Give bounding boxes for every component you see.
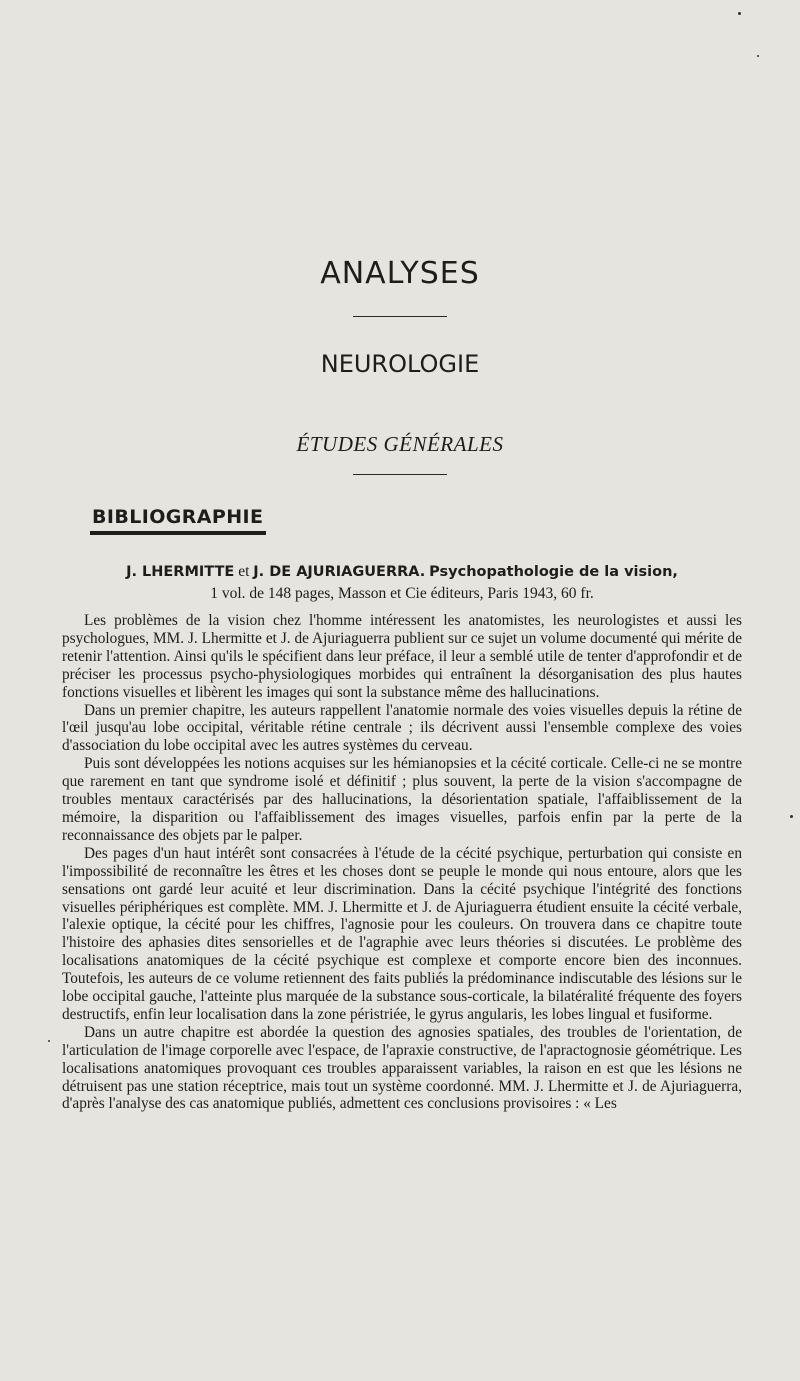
bibliography-underline bbox=[90, 531, 266, 535]
subsection-heading: ÉTUDES GÉNÉRALES bbox=[296, 432, 504, 456]
review-paragraph: Les problèmes de la vision chez l'homme intéressent les anatomistes, les neurologistes et aussi les psychologues, MM. J. Lhermitte et J. de Ajuriaguerra publient sur ce sujet un volume documenté qui mérite de retenir l'attention. Ainsi qu'ils le spécifient dans leur préface, il leur a semblé utile de tenter d'approfondir et de préciser les processus psycho-physiologiques morbides qui entraînent la désorganisation des plus hautes fonctions visuelles et libèrent les images qui sont la substance même des hallucinations. bbox=[62, 612, 742, 701]
page-title: ANALYSES bbox=[320, 256, 480, 291]
review-paragraph: Dans un autre chapitre est abordée la question des agnosies spatiales, des troubles de l'orientation, de l'articulation de l'image corporelle avec l'espace, de l'apraxie constructive, de l'apractognosie géométrique. Les localisations anatomiques provoquant ces troubles apparaissent variables, la raison en est que les lésions ne détruisent pas une station réceptrice, mais tout un système coordonné. MM. J. Lhermitte et J. de Ajuriaguerra, d'après l'analyse des cas anatomique publiés, admettent ces conclusions provisoires : « Les bbox=[62, 1023, 742, 1113]
review-paragraph: Dans un premier chapitre, les auteurs rappellent l'anatomie normale des voies visuelles depuis la rétine de l'œil jusqu'au lobe occipital, véritable rétine centrale ; ils décrivent aussi l'ensemble complexe des voies d'association du lobe occipital avec les autres systèmes du cerveau. bbox=[62, 701, 742, 755]
reference-line-1 bbox=[62, 561, 742, 583]
book-reference bbox=[62, 561, 742, 604]
review-paragraph: Des pages d'un haut intérêt sont consacrées à l'étude de la cécité psychique, perturbation qui consiste en l'impossibilité de reconnaître les êtres et les choses dont se peuple le monde qui nous entoure, alors que les sensations ont gardé leur acuité et leur discrimination. Dans la cécité psychique l'intégrité des fonctions visuelles périphériques est complète. MM. J. Lhermitte et J. de Ajuriaguerra étudient ensuite la cécité verbale, l'alexie optique, la cécité pour les chiffres, l'agnosie pour les couleurs. On trouvera dans ce chapitre toute l'histoire des aphasies dites sensorielles et de l'agraphie avec leurs théories si discutées. Le problème des localisations anatomiques de la cécité psychique est complexe et comporte encore bien des inconnues. Toutefois, les auteurs de ce volume retiennent des faits publiés la prédominance indiscutable des lésions sur le lobe occipital gauche, l'atteinte plus marquée de la substance sous-corticale, la bilatéralité fréquente des foyers destructifs, enfin leur localisation dans la zone péristriée, le gyrus angularis, les lobes lingual et fusiforme. bbox=[62, 844, 742, 1023]
section-heading: NEUROLOGIE bbox=[320, 350, 480, 378]
reference-author-2: J. DE AJURIAGUERRA. bbox=[253, 564, 426, 580]
subsection-divider bbox=[353, 474, 447, 475]
review-paragraph: Puis sont développées les notions acquises sur les hémianopsies et la cécité corticale. Celle-ci ne se montre que rarement en tant que syndrome isolé et définitif ; plus souvent, la perte de la vision s'accompagne de troubles mentaux caractérisés par des hallucinations, la désorientation spatiale, l'affaiblissement de la mémoire, la disparition ou l'affaiblissement des images visuelles, parfois enfin par la perte de la reconnaissance des objets par le palper. bbox=[62, 755, 742, 844]
bibliography-heading: BIBLIOGRAPHIE bbox=[92, 506, 264, 528]
reference-author-1: J. LHERMITTE bbox=[126, 564, 235, 580]
reference-details: 1 vol. de 148 pages, Masson et Cie éditeurs, Paris 1943, 60 fr. bbox=[210, 585, 594, 602]
title-divider bbox=[353, 316, 447, 317]
review-body bbox=[62, 612, 742, 1113]
reference-and: et bbox=[238, 563, 250, 580]
reference-book-title: Psychopathologie de la vision, bbox=[429, 564, 678, 580]
